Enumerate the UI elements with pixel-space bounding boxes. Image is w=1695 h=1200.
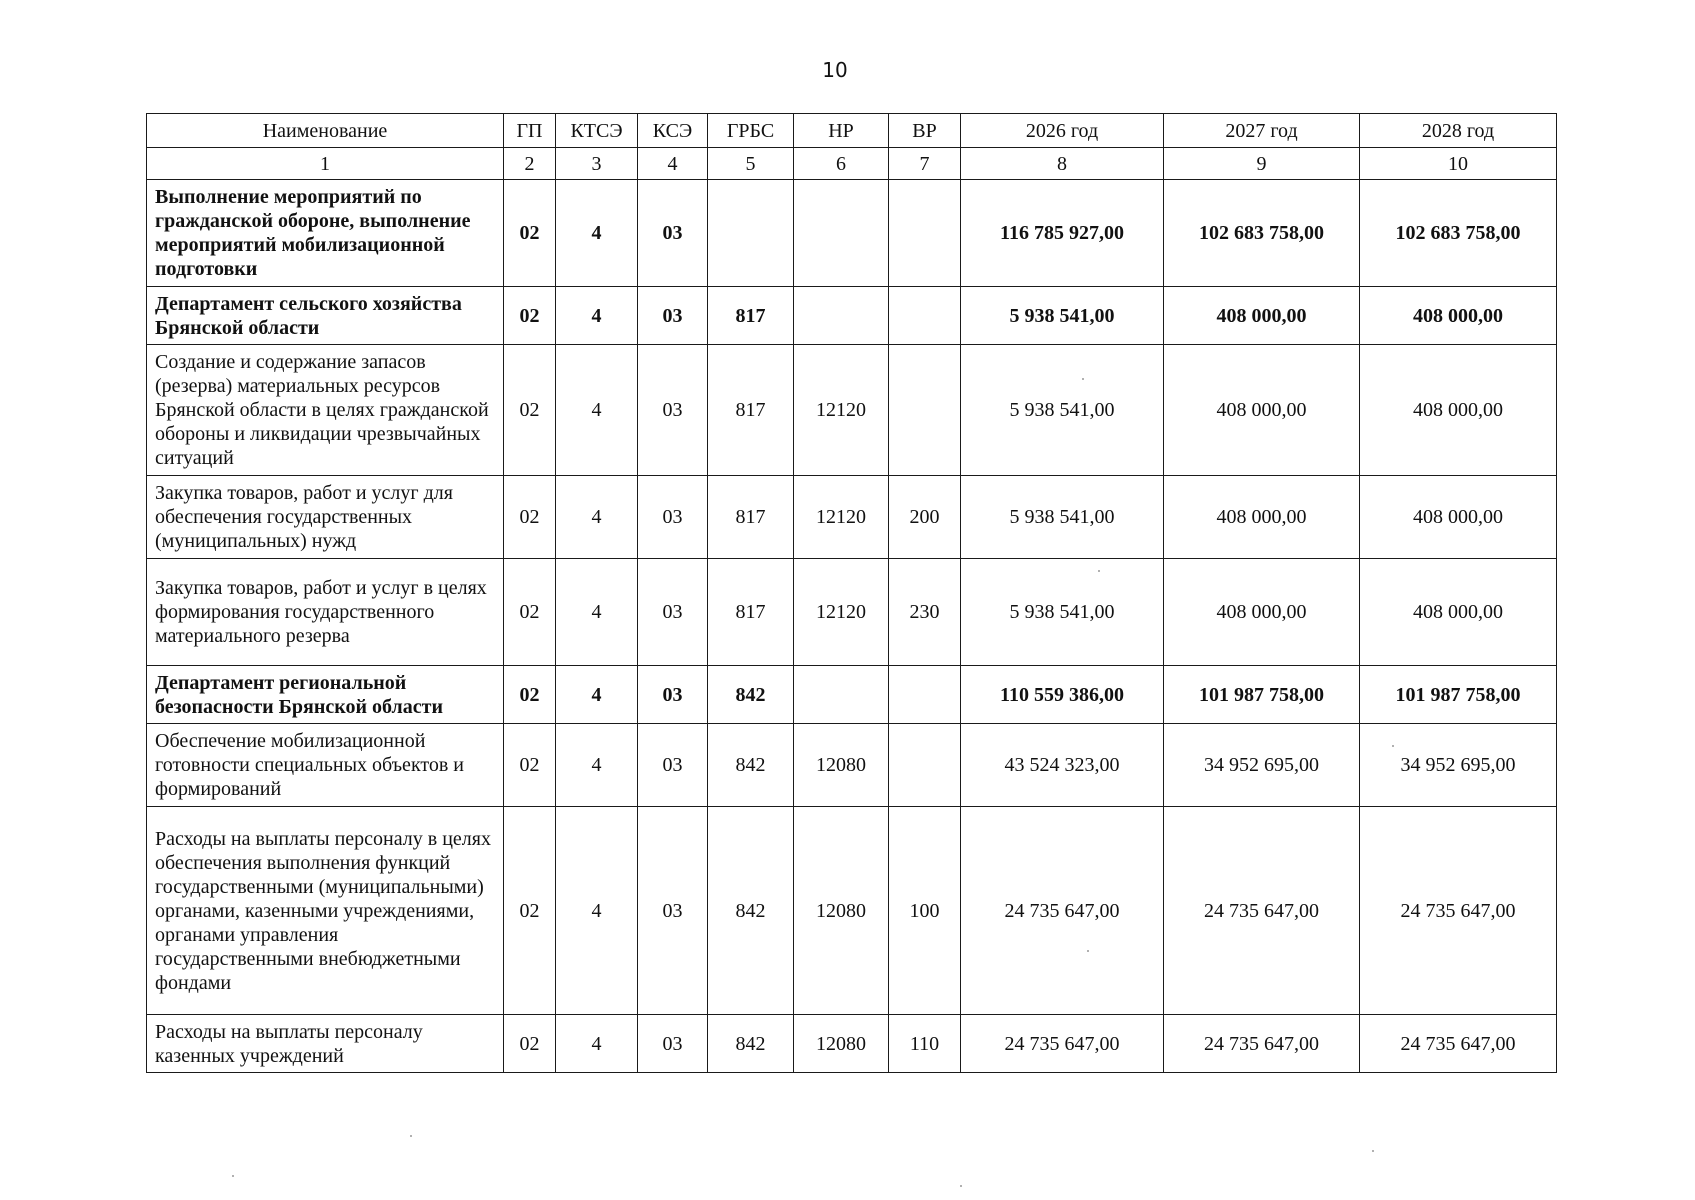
ktse-cell: 4 <box>556 476 638 559</box>
nr-cell: 12120 <box>794 559 889 666</box>
header-cell-gp: ГП <box>504 114 556 148</box>
budget-table <box>146 113 1557 1073</box>
grbs-cell <box>708 180 794 287</box>
table-row <box>147 807 1557 1015</box>
vr-cell <box>889 724 961 807</box>
column-number-cell: 8 <box>961 148 1164 180</box>
table-row <box>147 1015 1557 1073</box>
column-number-cell: 3 <box>556 148 638 180</box>
kse-cell: 03 <box>638 345 708 476</box>
row-name-cell: Департамент сельского хозяйства Брянской области <box>147 287 504 345</box>
scan-speck <box>1087 950 1089 952</box>
kse-cell: 03 <box>638 559 708 666</box>
amount-2027-cell: 24 735 647,00 <box>1164 1015 1360 1073</box>
gp-cell: 02 <box>504 666 556 724</box>
grbs-cell: 817 <box>708 287 794 345</box>
nr-cell: 12080 <box>794 724 889 807</box>
kse-cell: 03 <box>638 180 708 287</box>
column-number-cell: 4 <box>638 148 708 180</box>
ktse-cell: 4 <box>556 666 638 724</box>
column-number-cell: 9 <box>1164 148 1360 180</box>
amount-2028-cell: 34 952 695,00 <box>1360 724 1557 807</box>
amount-2026-cell: 24 735 647,00 <box>961 807 1164 1015</box>
amount-2026-cell: 43 524 323,00 <box>961 724 1164 807</box>
amount-2026-cell: 5 938 541,00 <box>961 345 1164 476</box>
amount-2027-cell: 408 000,00 <box>1164 287 1360 345</box>
nr-cell <box>794 666 889 724</box>
header-cell-grbs: ГРБС <box>708 114 794 148</box>
table-row <box>147 559 1557 666</box>
vr-cell: 100 <box>889 807 961 1015</box>
nr-cell: 12080 <box>794 807 889 1015</box>
kse-cell: 03 <box>638 807 708 1015</box>
amount-2027-cell: 24 735 647,00 <box>1164 807 1360 1015</box>
ktse-cell: 4 <box>556 559 638 666</box>
grbs-cell: 842 <box>708 724 794 807</box>
gp-cell: 02 <box>504 724 556 807</box>
amount-2027-cell: 102 683 758,00 <box>1164 180 1360 287</box>
ktse-cell: 4 <box>556 724 638 807</box>
scan-speck <box>1082 378 1084 380</box>
amount-2027-cell: 34 952 695,00 <box>1164 724 1360 807</box>
vr-cell <box>889 666 961 724</box>
scan-speck <box>1098 570 1100 572</box>
column-number-row <box>147 148 1557 180</box>
column-number-cell: 5 <box>708 148 794 180</box>
column-number-cell: 10 <box>1360 148 1557 180</box>
gp-cell: 02 <box>504 476 556 559</box>
nr-cell: 12080 <box>794 1015 889 1073</box>
amount-2027-cell: 408 000,00 <box>1164 559 1360 666</box>
amount-2026-cell: 5 938 541,00 <box>961 476 1164 559</box>
vr-cell <box>889 180 961 287</box>
amount-2027-cell: 408 000,00 <box>1164 476 1360 559</box>
column-number-cell: 1 <box>147 148 504 180</box>
ktse-cell: 4 <box>556 287 638 345</box>
gp-cell: 02 <box>504 345 556 476</box>
row-name-cell: Департамент региональной безопасности Брянской области <box>147 666 504 724</box>
row-name-cell: Расходы на выплаты персоналу казенных учреждений <box>147 1015 504 1073</box>
amount-2026-cell: 116 785 927,00 <box>961 180 1164 287</box>
grbs-cell: 817 <box>708 476 794 559</box>
grbs-cell: 817 <box>708 345 794 476</box>
header-cell-2027: 2027 год <box>1164 114 1360 148</box>
table-row <box>147 345 1557 476</box>
kse-cell: 03 <box>638 476 708 559</box>
gp-cell: 02 <box>504 1015 556 1073</box>
amount-2028-cell: 408 000,00 <box>1360 559 1557 666</box>
table-row <box>147 724 1557 807</box>
nr-cell <box>794 287 889 345</box>
column-number-cell: 7 <box>889 148 961 180</box>
ktse-cell: 4 <box>556 807 638 1015</box>
ktse-cell: 4 <box>556 345 638 476</box>
scan-speck <box>232 1175 234 1177</box>
scan-speck <box>960 1185 962 1187</box>
nr-cell: 12120 <box>794 476 889 559</box>
grbs-cell: 842 <box>708 1015 794 1073</box>
scan-speck <box>410 1135 412 1137</box>
vr-cell: 200 <box>889 476 961 559</box>
amount-2028-cell: 408 000,00 <box>1360 476 1557 559</box>
header-cell-2026: 2026 год <box>961 114 1164 148</box>
grbs-cell: 842 <box>708 807 794 1015</box>
amount-2026-cell: 110 559 386,00 <box>961 666 1164 724</box>
gp-cell: 02 <box>504 807 556 1015</box>
gp-cell: 02 <box>504 559 556 666</box>
header-row <box>147 114 1557 148</box>
amount-2028-cell: 408 000,00 <box>1360 287 1557 345</box>
row-name-cell: Создание и содержание запасов (резерва) материальных ресурсов Брянской области в целях гражданской обороны и ликвидации чрезвычайных ситуаций <box>147 345 504 476</box>
header-cell-kse: КСЭ <box>638 114 708 148</box>
gp-cell: 02 <box>504 180 556 287</box>
header-cell-vr: ВР <box>889 114 961 148</box>
scan-speck <box>1372 1150 1374 1152</box>
vr-cell <box>889 345 961 476</box>
grbs-cell: 817 <box>708 559 794 666</box>
amount-2028-cell: 101 987 758,00 <box>1360 666 1557 724</box>
kse-cell: 03 <box>638 1015 708 1073</box>
ktse-cell: 4 <box>556 1015 638 1073</box>
header-cell-nr: НР <box>794 114 889 148</box>
row-name-cell: Закупка товаров, работ и услуг для обеспечения государственных (муниципальных) нужд <box>147 476 504 559</box>
amount-2026-cell: 24 735 647,00 <box>961 1015 1164 1073</box>
column-number-cell: 2 <box>504 148 556 180</box>
amount-2028-cell: 24 735 647,00 <box>1360 1015 1557 1073</box>
row-name-cell: Закупка товаров, работ и услуг в целях формирования государственного материального резерва <box>147 559 504 666</box>
amount-2028-cell: 102 683 758,00 <box>1360 180 1557 287</box>
row-name-cell: Расходы на выплаты персоналу в целях обеспечения выполнения функций государственными (муниципальными) органами, казенными учреждениями, органами управления государственными внебюджетными фондами <box>147 807 504 1015</box>
amount-2028-cell: 408 000,00 <box>1360 345 1557 476</box>
column-number-cell: 6 <box>794 148 889 180</box>
header-cell-2028: 2028 год <box>1360 114 1557 148</box>
amount-2027-cell: 101 987 758,00 <box>1164 666 1360 724</box>
amount-2026-cell: 5 938 541,00 <box>961 559 1164 666</box>
gp-cell: 02 <box>504 287 556 345</box>
amount-2028-cell: 24 735 647,00 <box>1360 807 1557 1015</box>
amount-2026-cell: 5 938 541,00 <box>961 287 1164 345</box>
grbs-cell: 842 <box>708 666 794 724</box>
nr-cell <box>794 180 889 287</box>
kse-cell: 03 <box>638 724 708 807</box>
table-row <box>147 476 1557 559</box>
row-name-cell: Выполнение мероприятий по гражданской обороне, выполнение мероприятий мобилизационной подготовки <box>147 180 504 287</box>
amount-2027-cell: 408 000,00 <box>1164 345 1360 476</box>
header-cell-name: Наименование <box>147 114 504 148</box>
page-number: 10 <box>822 58 848 82</box>
ktse-cell: 4 <box>556 180 638 287</box>
table-row <box>147 180 1557 287</box>
table-row <box>147 287 1557 345</box>
row-name-cell: Обеспечение мобилизационной готовности специальных объектов и формирований <box>147 724 504 807</box>
nr-cell: 12120 <box>794 345 889 476</box>
scan-speck <box>1392 745 1394 747</box>
kse-cell: 03 <box>638 287 708 345</box>
vr-cell: 230 <box>889 559 961 666</box>
header-cell-ktse: КТСЭ <box>556 114 638 148</box>
kse-cell: 03 <box>638 666 708 724</box>
vr-cell: 110 <box>889 1015 961 1073</box>
vr-cell <box>889 287 961 345</box>
table-row <box>147 666 1557 724</box>
